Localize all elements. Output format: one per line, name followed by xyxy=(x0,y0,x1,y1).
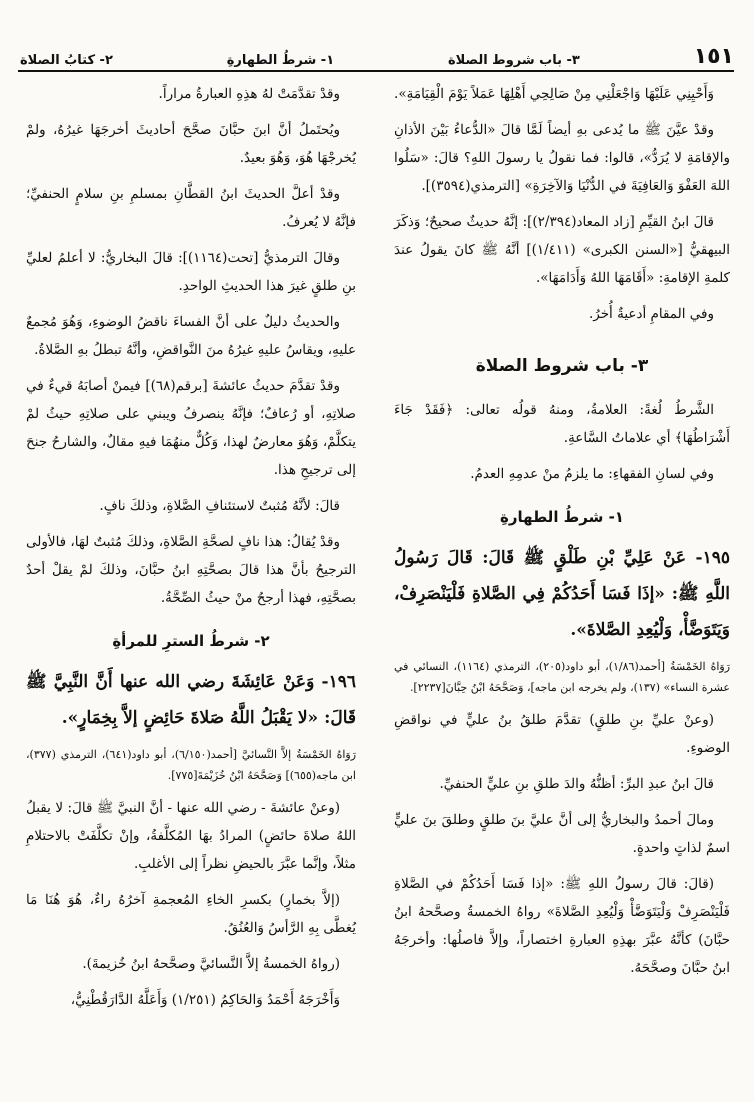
hadith-text: ١٩٦- وَعَنْ عَائِشَةَ رضي الله عنها أَنَّ النَّبِيَّ ﷺ قَالَ: «لا يَقْبَلُ اللَّهُ صَلاةَ حَائِضٍ إلاَّ بِخِمَارٍ». xyxy=(26,672,356,728)
paragraph: قالَ ابنُ القيِّمِ [زاد المعاد(٢/٣٩٤)]: إنَّهُ حديثٌ صحيحٌ؛ وَذكَرَ البيهقيُّ [«السنن الكبرى» (١/٤١١)] أنَّهُ ﷺ كانَ يقولُ عندَ كلمةِ الإقامةِ: «أَقَامَهَا اللهُ وَأَدَامَهَا». xyxy=(394,214,730,286)
hadith-takhrij: رَوَاهُ الخَمْسَةُ [أحمد(١/٨٦)، أبو داود(٢٠٥)، الترمذي (١١٦٤)، النسائي في عشرة النساء» (١٣٧)، ولم يخرجه ابن ماجه]، وَصَحَّحَهُ ابْنُ حِبَّانَ[٢٢٣٧]. xyxy=(394,660,731,694)
paragraph: (وعنْ عليِّ بنِ طلقٍ) تقدَّمَ طلقُ بنُ عليٍّ في نواقضِ الوضوءِ. xyxy=(394,712,730,756)
section-heading: ٢- شرطُ السترِ للمرأةِ xyxy=(112,632,270,650)
paragraph: (قالَ: قالَ رسولُ اللهِ ﷺ: «إذا فَسَا أَحَدُكُمْ في الصَّلاةِ فَلْيَنْصَرِفْ وَلْيَتَوَضَّأْ وَلْيُعِدِ الصَّلاةَ» رواهُ الخمسةُ وصحَّحهُ ابنُ حبَّانَ) كأنَّهُ عبَّرَ بهذِهِ العبارةِ اختصاراً، وإلاَّ فاصلُها: وأخرجَهُ ابنُ حبَّانَ وصحَّحَهُ. xyxy=(394,876,730,976)
hadith-takhrij: رَوَاهُ الخَمْسَةُ إلاَّ النَّسائيَّ [أحمد(٦/١٥٠)، أبو داود(٦٤١)، الترمذي (٣٧٧)، ابن ماجه(٦٥٥)] وَصَحَّحَهُ ابْنُ خُزَيْمَةَ[٧٧٥]. xyxy=(26,748,357,782)
left-column xyxy=(26,80,356,1072)
paragraph: (وعنْ عائشةَ - رضي الله عنها - أنَّ النبيَّ ﷺ قالَ: لا يقبلُ اللهُ صلاةَ حائضٍ) المرادُ بهَا المُكلَّفةُ، وإنْ تكلَّفَتْ بالاحتلامِ مثلاً، وإنَّما عبَّرَ بالحيضِ نظراً إلى الأغلبِ. xyxy=(26,800,356,872)
header-divider xyxy=(18,70,734,72)
running-title-right: ٣- باب شروط الصلاة xyxy=(447,53,580,68)
paragraph: (رواهُ الخمسةُ إلاَّ النَّسائيَّ وصحَّحهُ ابنُ خُزيمةَ). xyxy=(82,956,340,972)
paragraph: قالَ ابنُ عبدِ البرِّ: أظنُّهُ والدَ طلقِ بنِ عليٍّ الحنفيِّ. xyxy=(439,776,714,792)
running-header xyxy=(20,38,734,68)
right-column xyxy=(394,80,730,1072)
paragraph: وفي لسانِ الفقهاءِ: ما يلزمُ منْ عدمِهِ العدمُ. xyxy=(470,466,714,482)
paragraph: وَأَخْرَجَهُ أَحْمَدُ وَالحَاكِمُ (١/٢٥١) وَأَعَلَّهُ الدَّارَقُطْنِيُّ، xyxy=(70,992,340,1008)
paragraph: والحديثُ دليلٌ على أنَّ الفساءَ ناقضُ الوضوءِ، وَهُوَ مُجمعٌ عليهِ، ويقاسُ عليهِ غيرُهُ منَ النَّواقضِ، وأنَّهُ تبطلُ بهِ الصَّلاةُ. xyxy=(26,314,356,358)
running-title-middle: ١- شرطُ الطهارةِ xyxy=(226,53,335,68)
paragraph: (إلاَّ بخمارٍ) بكسرِ الخاءِ المُعجمةِ آخرُهُ راءٌ، هُوَ هُنَا مَا يُغطَّى بِهِ الرَّأسُ وَالعُنُقُ. xyxy=(26,892,356,936)
paragraph: ويُحتَملُ أنَّ ابنَ حبَّانَ صحَّحَ أحاديثَ أخرجَهَا غيرُهُ، ولمْ يُخرجْهَا هُوَ، وَهُوَ بعيدٌ. xyxy=(26,122,356,166)
hadith-text: ١٩٥- عَنْ عَلِيِّ بْنِ طَلْقٍ ﷺ قَالَ: قَالَ رَسُولُ اللَّهِ ﷺ: «إذَا فَسَا أَحَدُكُمْ فِي الصَّلاةِ فَلْيَنْصَرِفْ، وَيَتَوَضَّأْ، وَلْيُعِدِ الصَّلاةَ». xyxy=(394,548,730,640)
paragraph: ومالَ أحمدُ والبخاريُّ إلى أنَّ عليَّ بنَ طلقٍ وطلقَ بنَ عليٍّ اسمٌ لذاتٍ واحدةٍ. xyxy=(394,812,730,856)
paragraph: وقدْ تقدَّمَ حديثُ عائشةَ [برقم(٦٨)] فيمنْ أصابَهُ قيءٌ في صلاتِهِ، أو رُعافٌ؛ فإنَّهُ ينصرفُ ويبني على صلاتِهِ حيثُ لمْ يتكلَّمْ، وَهُوَ معارضٌ لهذا، وَكُلٌّ منهُمَا فيهِ مقالٌ، والشارحُ جنحَ إلى ترجيحِ هذا. xyxy=(26,378,356,478)
section-heading: ١- شرطُ الطهارةِ xyxy=(500,508,624,526)
paragraph: قالَ: لأنَّهُ مُثبتٌ لاستئنافِ الصَّلاةِ، وذلكَ نافٍ. xyxy=(99,498,340,514)
chapter-heading: ٣- باب شروط الصلاة xyxy=(475,356,649,376)
paragraph: وَأَحْيِنِي عَلَيْهَا وَاجْعَلْنِي مِنْ صَالِحِي أَهْلِهَا عَمَلاً يَوْمَ الْقِيَامَةِ». xyxy=(394,86,714,102)
paragraph: وقالَ الترمذيُّ [تحت(١١٦٤)]: قالَ البخاريُّ: لا أعلمُ لعليِّ بنِ طلقٍ غيرَ هذا الحديثِ الواحدِ. xyxy=(26,250,356,294)
paragraph: وفي المقامِ أدعيةٌ أُخرُ. xyxy=(588,306,714,322)
page-number: ١٥١ xyxy=(693,44,734,69)
paragraph: الشَّرطُ لُغةً: العلامةُ، ومنهُ قولُه تعالى: ﴿فَقَدْ جَاءَ أَشْرَاطُهَا﴾ أي علاماتُ السَّاعةِ. xyxy=(394,402,730,446)
running-title-left: ٢- كتابُ الصلاة xyxy=(20,53,113,68)
paragraph: وقدْ يُقالُ: هذا نافٍ لصحَّةِ الصَّلاةِ، وذلكَ مُثبتٌ لهَا، فالأولى الترجيحُ بأنَّ هذا قالَ بصحَّتِهِ ابنُ حبَّانَ، وذلكَ لمْ يقلْ أحدٌ بصحَّتِهِ، فهذا أرجحُ منْ حيثُ الصِّحَّةُ. xyxy=(25,534,356,606)
paragraph: وقدْ أعلَّ الحديثَ ابنُ القطَّانِ بمسلمِ بنِ سلامٍ الحنفيِّ؛ فإنَّهُ لا يُعرفُ. xyxy=(26,186,356,230)
paragraph: وقدْ تقدَّمَتْ لهُ هذِهِ العبارةُ مراراً. xyxy=(158,86,340,102)
paragraph: وقدْ عيَّنَ ﷺ ما يُدعى بهِ أيضاً لَمَّا قالَ «الدُّعاءُ بَيْنَ الأذانِ والإقامَةِ لا يُرَدُّ»، قالوا: فما نقولُ يا رسولَ اللهِ؟ قالَ: «سَلُوا اللهَ العَفْوَ وَالعَافِيَةَ في الدُّنْيَا وَالآخِرَةِ» [الترمذي(٣٥٩٤)]. xyxy=(394,122,730,194)
